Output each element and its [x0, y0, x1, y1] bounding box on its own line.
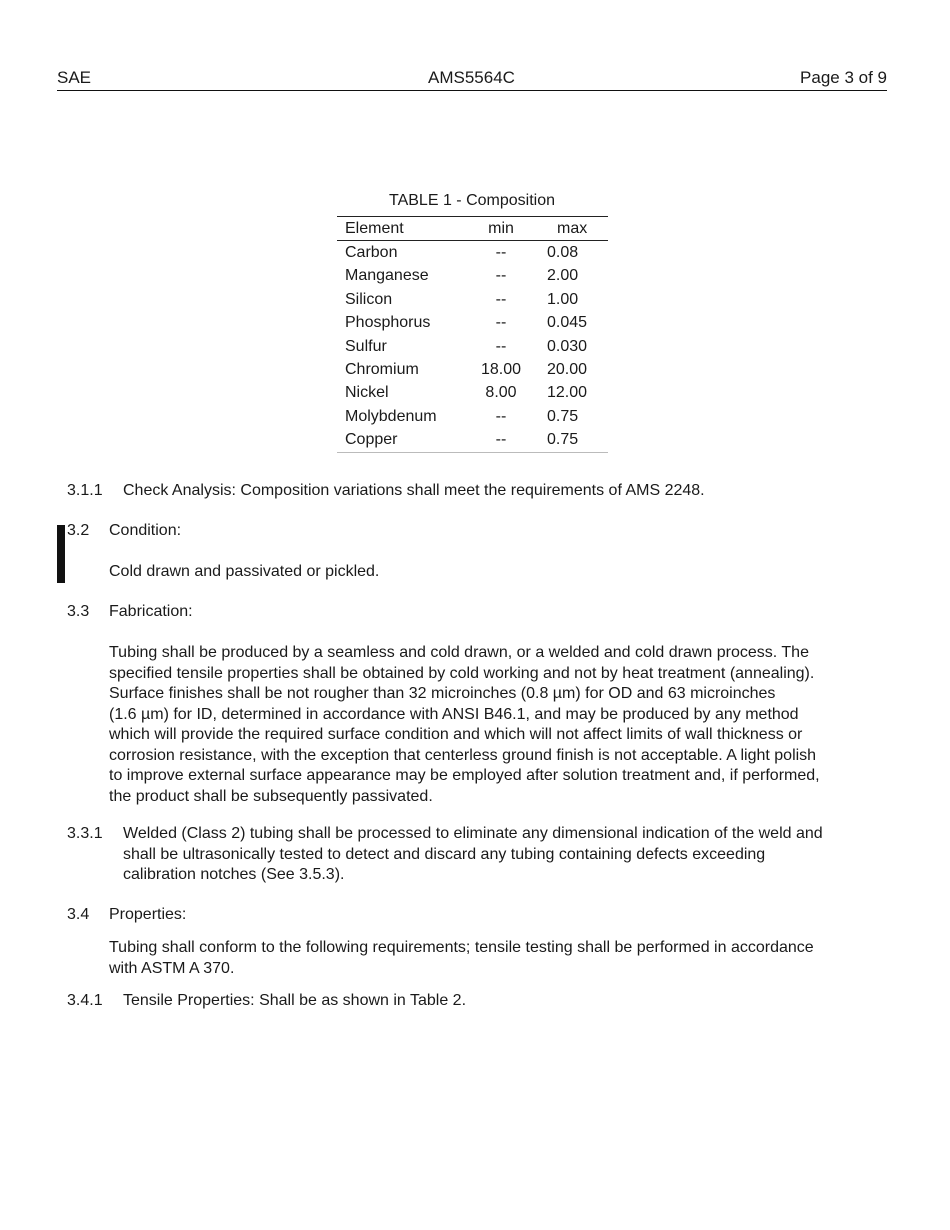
table1-title: TABLE 1 - Composition	[389, 192, 555, 209]
table-row	[337, 265, 608, 288]
cell-min: --	[495, 431, 507, 449]
section-number-3-1-1: 3.1.1	[67, 482, 103, 499]
text-line: calibration notches (See 3.5.3).	[123, 866, 345, 883]
text-line: shall be ultrasonically tested to detect and discard any tubing containing defects exceeding	[123, 845, 766, 863]
cell-max: 1.00	[547, 290, 579, 308]
cell-element: Copper	[345, 431, 398, 449]
section-number-3-3: 3.3	[67, 603, 90, 620]
cell-max: 0.030	[547, 337, 588, 355]
section-3-3-body	[109, 643, 889, 807]
cell-element: Nickel	[345, 384, 389, 402]
text-line: to improve external surface appearance may be employed after solution treatment and, if performed,	[109, 767, 820, 784]
cell-max: 0.75	[547, 407, 579, 425]
cell-min: --	[495, 267, 507, 285]
text-line: Tubing shall be produced by a seamless and cold drawn, or a welded and cold drawn process. The	[109, 644, 809, 661]
text-line: the product shall be subsequently passivated.	[109, 787, 433, 805]
col-header-min: min	[488, 219, 514, 237]
revision-change-bar	[57, 525, 65, 583]
cell-max: 0.08	[547, 244, 579, 262]
text-line: corrosion resistance, with the exception that centerless ground finish is not acceptable. A light polish	[109, 746, 817, 764]
cell-min: --	[495, 337, 507, 355]
page-header	[57, 68, 887, 91]
section-3-3-heading: Fabrication:	[109, 603, 193, 620]
cell-element: Phosphorus	[345, 314, 431, 332]
section-3-4-1-text: Tensile Properties: Shall be as shown in Table 2.	[123, 992, 467, 1009]
text-line: (1.6 µm) for ID, determined in accordance with ANSI B46.1, and may be produced by any method	[109, 705, 799, 723]
text-line: specified tensile properties shall be obtained by cold working and not by heat treatment (annealing).	[109, 664, 815, 682]
cell-max: 0.75	[547, 431, 579, 449]
section-number-3-3-1: 3.3.1	[67, 825, 103, 842]
section-3-4-body	[109, 938, 889, 979]
cell-min: --	[495, 244, 507, 262]
header-doc-number: AMS5564C	[428, 68, 515, 87]
section-number-3-2: 3.2	[67, 522, 90, 539]
cell-max: 12.00	[547, 384, 588, 402]
cell-max: 2.00	[547, 267, 579, 285]
cell-max: 0.045	[547, 314, 588, 332]
table-row	[337, 288, 608, 311]
table-row	[337, 241, 608, 265]
text-line: which will provide the required surface condition and which will not affect limits of wall thickness or	[109, 726, 803, 743]
table-row	[337, 429, 608, 453]
cell-min: --	[495, 407, 507, 425]
text-line: with ASTM A 370.	[109, 959, 235, 977]
cell-element: Manganese	[345, 267, 429, 285]
table-row	[337, 312, 608, 335]
cell-element: Carbon	[345, 244, 398, 262]
text-line: Surface finishes shall be not rougher than 32 microinches (0.8 µm) for OD and 63 microinches	[109, 685, 776, 702]
cell-min: --	[495, 290, 507, 308]
table-row	[337, 358, 608, 381]
section-number-3-4-1: 3.4.1	[67, 992, 103, 1009]
cell-element: Silicon	[345, 290, 393, 308]
section-3-3-1-body	[123, 824, 893, 886]
cell-min: --	[495, 314, 507, 332]
header-page-number: Page 3 of 9	[800, 68, 887, 87]
cell-element: Sulfur	[345, 337, 387, 355]
table-row	[337, 405, 608, 428]
table-row	[337, 382, 608, 405]
cell-min: 8.00	[485, 384, 517, 402]
composition-table	[337, 216, 608, 453]
col-header-max: max	[557, 219, 588, 237]
cell-element: Molybdenum	[345, 407, 437, 425]
col-header-element: Element	[345, 219, 404, 237]
section-number-3-4: 3.4	[67, 906, 90, 923]
cell-element: Chromium	[345, 361, 419, 379]
table-row	[337, 335, 608, 358]
section-3-4-heading: Properties:	[109, 906, 187, 923]
section-3-2-heading: Condition:	[109, 522, 182, 539]
table-header-row	[337, 217, 608, 241]
section-3-1-1-text: Check Analysis: Composition variations shall meet the requirements of AMS 2248.	[123, 482, 705, 499]
section-3-2-body: Cold drawn and passivated or pickled.	[109, 563, 380, 580]
cell-max: 20.00	[547, 361, 588, 379]
text-line: Welded (Class 2) tubing shall be processed to eliminate any dimensional indication of the weld and	[123, 825, 823, 842]
header-org: SAE	[57, 68, 92, 87]
cell-min: 18.00	[480, 361, 522, 379]
text-line: Tubing shall conform to the following requirements; tensile testing shall be performed in accordance	[109, 939, 814, 956]
